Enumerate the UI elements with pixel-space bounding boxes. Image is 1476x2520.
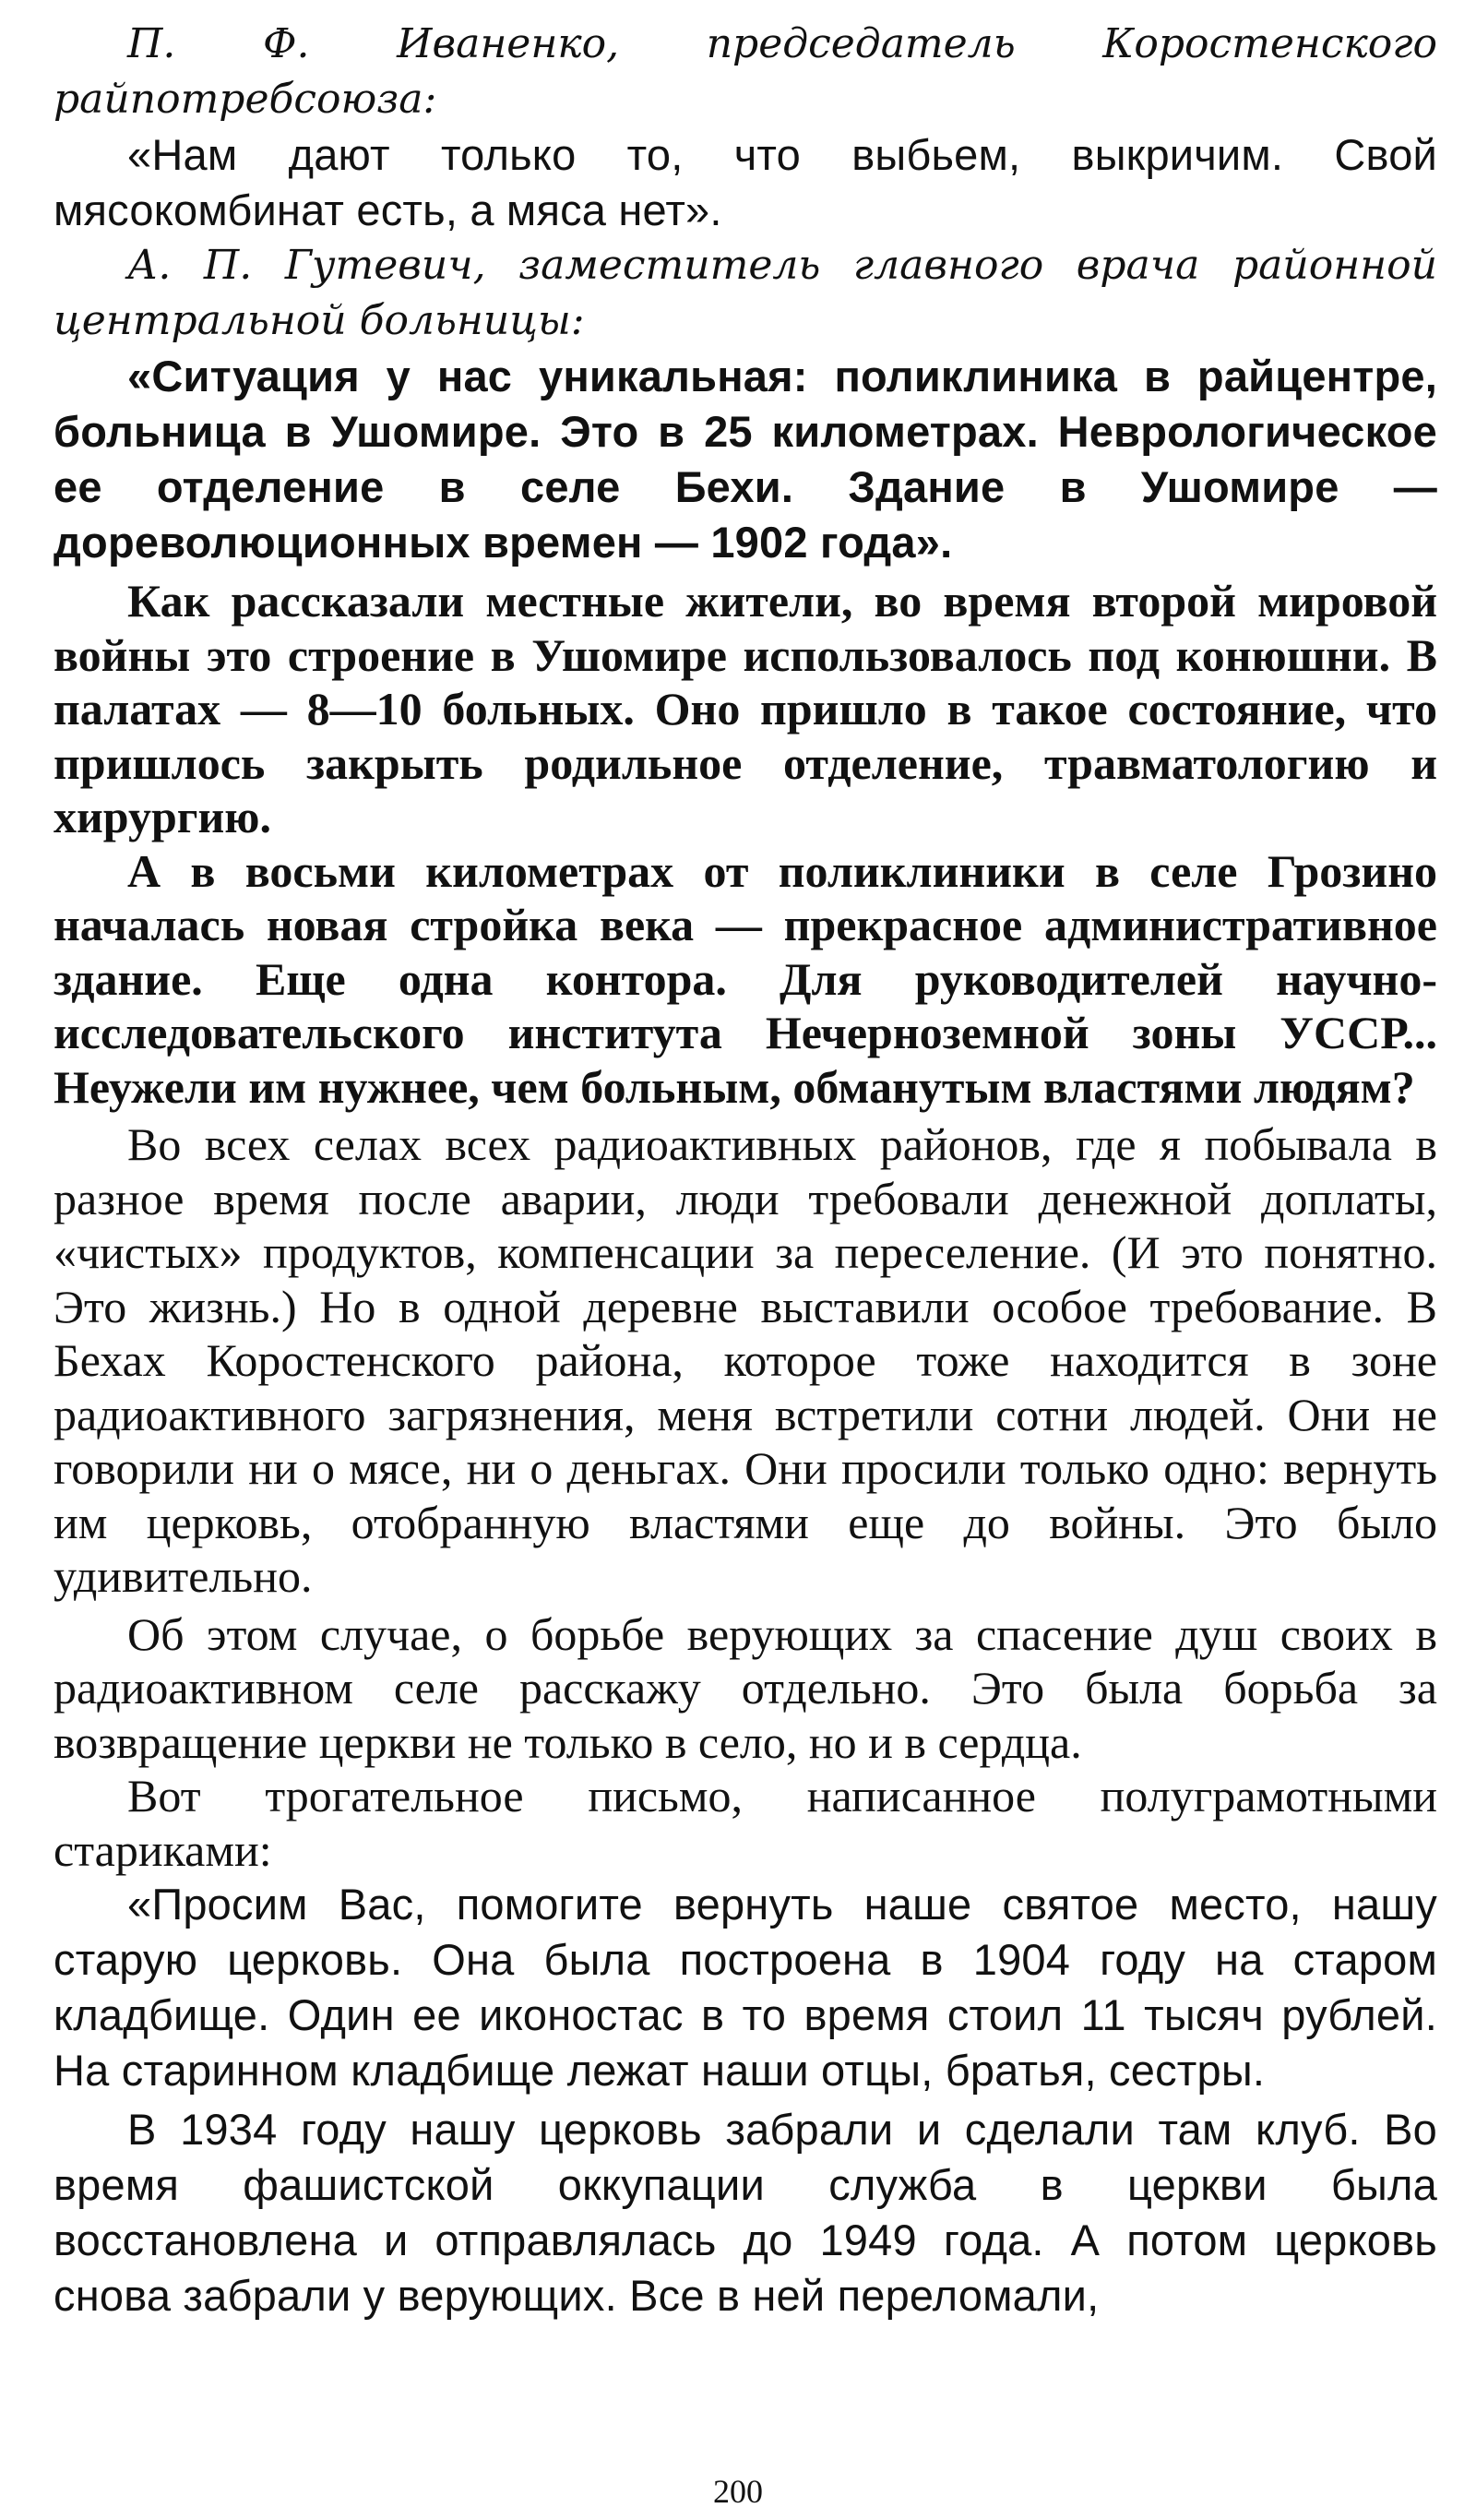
quote-ivanenko: «Нам дают только то, что выбьем, выкричим. Свой мясокомбинат есть, а мяса нет». xyxy=(54,130,1437,234)
speaker-attribution-ivanenko: П. Ф. Иваненко, председатель Коростенского райпотребсоюза: xyxy=(54,20,1437,123)
paragraph-letter-intro: Вот трогательное письмо, написанное полуграмотными стариками: xyxy=(54,1770,1437,1876)
speaker-attribution-gutevich: А. П. Гутевич, заместитель главного врача районной центральной больницы: xyxy=(54,242,1437,344)
book-page xyxy=(54,17,1437,2508)
letter-paragraph-2: В 1934 году нашу церковь забрали и сделали там клуб. Во время фашистской оккупации служба в церкви была восстановлена и отправлялась до 1949 года. А потом церковь снова забрали у верующих. Все в ней переломали, xyxy=(54,2105,1437,2320)
paragraph-stables: Как рассказали местные жители, во время второй мировой войны это строение в Ушомире использовалось под конюшни. В палатах — 8—10 больных. Оно пришло в такое состояние, что пришлось закрыть родильное отделение, травматологию и хирургию. xyxy=(54,575,1437,842)
letter-paragraph-1: «Просим Вас, помогите вернуть наше святое место, нашу старую церковь. Она была построена в 1904 году на старом кладбище. Один ее иконостас в то время стоил 11 тысяч рублей. На старинном кладбище лежат наши отцы, братья, сестры. xyxy=(54,1880,1437,2095)
paragraph-new-building: А в восьми километрах от поликлиники в селе Грозино началась новая стройка века — прекрасное административное здание. Еще одна контора. Для руководителей научно-исследовательского института Нечерноземной зоны УССР... Неужели им нужнее, чем больным, обманутым властями людям? xyxy=(54,844,1437,1113)
page-number: 200 xyxy=(713,2473,763,2510)
paragraph-struggle: Об этом случае, о борьбе верующих за спасение душ своих в радиоактивном селе расскажу отдельно. Это была борьба за возвращение церкви не только в село, но и в сердца. xyxy=(54,1607,1437,1768)
paragraph-villages: Во всех селах всех радиоактивных районов, где я побывала в разное время после аварии, люди требовали денежной доплаты, «чистых» продуктов, компенсации за переселение. (И это понятно. Это жизнь.) Но в одной деревне выставили особое требование. В Бехах Коростенского района, которое тоже находится в зоне радиоактивного загрязнения, меня встретили сотни людей. Они не говорили ни о мясе, ни о деньгах. Они просили только одно: вернуть им церковь, отобранную властями еще до войны. Это было удивительно. xyxy=(54,1118,1437,1602)
quote-gutevich: «Ситуация у нас уникальная: поликлиника в райцентре, больница в Ушомире. Это в 25 километрах. Неврологическое ее отделение в селе Бехи. Здание в Ушомире — дореволюционных времен — 1902 года». xyxy=(54,352,1437,567)
